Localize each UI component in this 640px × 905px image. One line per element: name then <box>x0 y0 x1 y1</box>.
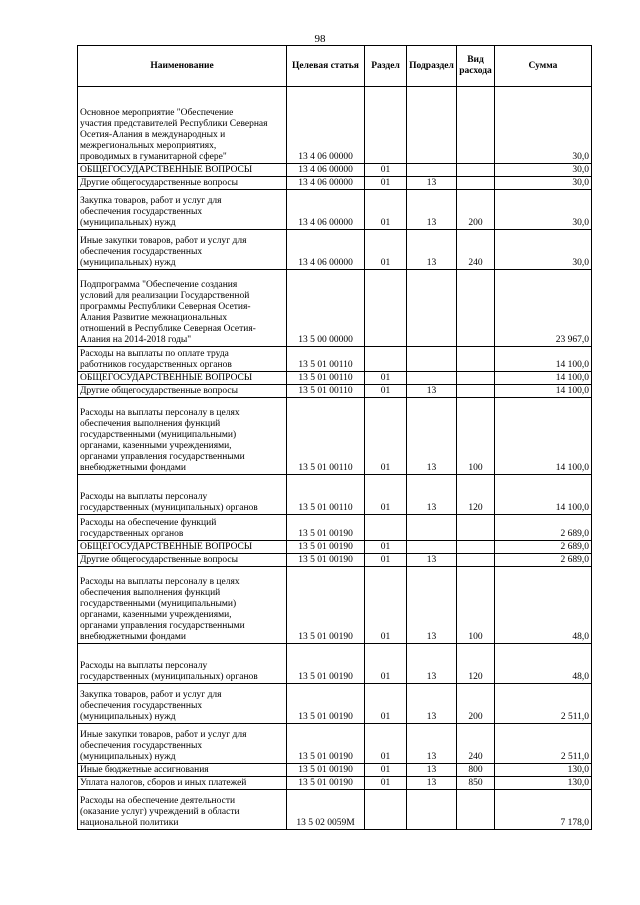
cell-section: 01 <box>365 684 407 724</box>
table-row <box>78 684 592 724</box>
cell-expense-type <box>457 541 495 554</box>
cell-target: 13 4 06 00000 <box>287 87 365 164</box>
cell-target: 13 5 01 00190 <box>287 541 365 554</box>
cell-section: 01 <box>365 190 407 230</box>
cell-subsection: 13 <box>407 554 457 567</box>
cell-target: 13 4 06 00000 <box>287 164 365 177</box>
cell-name: Расходы на выплаты персоналу государственных (муниципальных) органов <box>78 644 287 684</box>
cell-target: 13 5 01 00190 <box>287 684 365 724</box>
table-row <box>78 644 592 684</box>
cell-name: ОБЩЕГОСУДАРСТВЕННЫЕ ВОПРОСЫ <box>78 541 287 554</box>
cell-expense-type: 120 <box>457 475 495 515</box>
cell-target: 13 5 01 00190 <box>287 567 365 644</box>
cell-target: 13 5 01 00190 <box>287 515 365 541</box>
table-row <box>78 475 592 515</box>
cell-amount: 30,0 <box>495 164 592 177</box>
cell-target: 13 5 01 00190 <box>287 724 365 764</box>
cell-expense-type <box>457 347 495 372</box>
cell-subsection: 13 <box>407 724 457 764</box>
cell-expense-type: 240 <box>457 724 495 764</box>
cell-subsection <box>407 790 457 830</box>
cell-section <box>365 347 407 372</box>
cell-target: 13 4 06 00000 <box>287 230 365 270</box>
cell-expense-type <box>457 270 495 347</box>
cell-subsection: 13 <box>407 475 457 515</box>
cell-name: Основное мероприятие "Обеспечение участия представителей Республики Северная Осетия-Алания в международных и межрегиональных мероприятиях, проводимых в гуманитарной сфере" <box>78 87 287 164</box>
cell-amount: 30,0 <box>495 230 592 270</box>
cell-section: 01 <box>365 164 407 177</box>
cell-section <box>365 515 407 541</box>
cell-amount: 14 100,0 <box>495 475 592 515</box>
cell-subsection <box>407 87 457 164</box>
cell-subsection: 13 <box>407 385 457 398</box>
cell-name: Другие общегосударственные вопросы <box>78 554 287 567</box>
header-target: Целевая статья <box>287 46 365 87</box>
cell-target: 13 5 01 00190 <box>287 554 365 567</box>
cell-section <box>365 270 407 347</box>
table-row <box>78 230 592 270</box>
cell-subsection: 13 <box>407 777 457 790</box>
cell-name: Иные бюджетные ассигнования <box>78 764 287 777</box>
cell-subsection: 13 <box>407 190 457 230</box>
table-row <box>78 764 592 777</box>
cell-expense-type <box>457 385 495 398</box>
table-row <box>78 372 592 385</box>
cell-name: Расходы на обеспечение деятельности (оказание услуг) учреждений в области национальной политики <box>78 790 287 830</box>
cell-name: ОБЩЕГОСУДАРСТВЕННЫЕ ВОПРОСЫ <box>78 372 287 385</box>
cell-expense-type: 100 <box>457 398 495 475</box>
table-body <box>78 87 592 830</box>
cell-amount: 30,0 <box>495 177 592 190</box>
header-section: Раздел <box>365 46 407 87</box>
cell-expense-type: 200 <box>457 684 495 724</box>
cell-expense-type: 120 <box>457 644 495 684</box>
cell-subsection <box>407 347 457 372</box>
cell-section: 01 <box>365 554 407 567</box>
cell-target: 13 5 01 00190 <box>287 764 365 777</box>
cell-section: 01 <box>365 177 407 190</box>
table-row <box>78 398 592 475</box>
cell-name: Расходы на выплаты персоналу государственных (муниципальных) органов <box>78 475 287 515</box>
cell-target: 13 5 01 00110 <box>287 475 365 515</box>
cell-name: Другие общегосударственные вопросы <box>78 385 287 398</box>
cell-subsection: 13 <box>407 567 457 644</box>
table-row <box>78 790 592 830</box>
cell-expense-type <box>457 790 495 830</box>
cell-amount: 14 100,0 <box>495 385 592 398</box>
cell-subsection: 13 <box>407 764 457 777</box>
table-row <box>78 87 592 164</box>
cell-subsection: 13 <box>407 398 457 475</box>
cell-amount: 2 689,0 <box>495 515 592 541</box>
cell-amount: 48,0 <box>495 644 592 684</box>
cell-section: 01 <box>365 475 407 515</box>
cell-name: Расходы на выплаты персоналу в целях обеспечения выполнения функций государственными (муниципальными) органами, казенными учреждениями, органами управления государственными внебюджетными фондами <box>78 567 287 644</box>
cell-target: 13 4 06 00000 <box>287 177 365 190</box>
cell-section: 01 <box>365 541 407 554</box>
cell-expense-type: 200 <box>457 190 495 230</box>
cell-subsection: 13 <box>407 684 457 724</box>
cell-name: Иные закупки товаров, работ и услуг для обеспечения государственных (муниципальных) нужд <box>78 230 287 270</box>
cell-amount: 130,0 <box>495 764 592 777</box>
cell-target: 13 5 00 00000 <box>287 270 365 347</box>
page-number: 98 <box>314 33 326 45</box>
table-row <box>78 385 592 398</box>
cell-name: Закупка товаров, работ и услуг для обеспечения государственных (муниципальных) нужд <box>78 190 287 230</box>
cell-name: Расходы на выплаты по оплате труда работников государственных органов <box>78 347 287 372</box>
cell-amount: 48,0 <box>495 567 592 644</box>
cell-expense-type: 240 <box>457 230 495 270</box>
cell-expense-type: 100 <box>457 567 495 644</box>
cell-section: 01 <box>365 398 407 475</box>
cell-subsection <box>407 541 457 554</box>
header-name: Наименование <box>78 46 287 87</box>
table-row <box>78 347 592 372</box>
cell-name: Закупка товаров, работ и услуг для обеспечения государственных (муниципальных) нужд <box>78 684 287 724</box>
header-amount: Сумма <box>495 46 592 87</box>
cell-name: Расходы на выплаты персоналу в целях обеспечения выполнения функций государственными (муниципальными) органами, казенными учреждениями, органами управления государственными внебюджетными фондами <box>78 398 287 475</box>
cell-expense-type <box>457 177 495 190</box>
cell-section <box>365 87 407 164</box>
cell-subsection: 13 <box>407 177 457 190</box>
cell-target: 13 5 01 00190 <box>287 777 365 790</box>
cell-section: 01 <box>365 777 407 790</box>
cell-amount: 30,0 <box>495 87 592 164</box>
cell-name: Другие общегосударственные вопросы <box>78 177 287 190</box>
cell-expense-type: 800 <box>457 764 495 777</box>
cell-subsection: 13 <box>407 230 457 270</box>
cell-amount: 14 100,0 <box>495 347 592 372</box>
cell-subsection: 13 <box>407 644 457 684</box>
cell-subsection <box>407 372 457 385</box>
cell-amount: 130,0 <box>495 777 592 790</box>
cell-target: 13 4 06 00000 <box>287 190 365 230</box>
cell-target: 13 5 01 00110 <box>287 385 365 398</box>
cell-subsection <box>407 515 457 541</box>
cell-amount: 30,0 <box>495 190 592 230</box>
cell-expense-type <box>457 515 495 541</box>
cell-section: 01 <box>365 764 407 777</box>
cell-name: Уплата налогов, сборов и иных платежей <box>78 777 287 790</box>
cell-amount: 23 967,0 <box>495 270 592 347</box>
cell-amount: 14 100,0 <box>495 372 592 385</box>
table-row <box>78 164 592 177</box>
table-row <box>78 190 592 230</box>
table-row <box>78 554 592 567</box>
table-row <box>78 567 592 644</box>
cell-name: Расходы на обеспечение функций государственных органов <box>78 515 287 541</box>
cell-name: Иные закупки товаров, работ и услуг для обеспечения государственных (муниципальных) нужд <box>78 724 287 764</box>
cell-target: 13 5 01 00110 <box>287 347 365 372</box>
header-subsection: Подраздел <box>407 46 457 87</box>
cell-amount: 7 178,0 <box>495 790 592 830</box>
cell-target: 13 5 01 00110 <box>287 372 365 385</box>
cell-name: Подпрограмма "Обеспечение создания условий для реализации Государственной программы Республики Северная Осетия- Алания Развитие межнациональных отношений в Республике Северная Осетия- Алания на 2014-2018 годы" <box>78 270 287 347</box>
table-row <box>78 515 592 541</box>
cell-section: 01 <box>365 385 407 398</box>
table-row <box>78 541 592 554</box>
cell-subsection <box>407 270 457 347</box>
cell-amount: 14 100,0 <box>495 398 592 475</box>
cell-section: 01 <box>365 567 407 644</box>
cell-target: 13 5 01 00190 <box>287 644 365 684</box>
budget-table <box>77 45 592 830</box>
cell-section: 01 <box>365 724 407 764</box>
cell-amount: 2 689,0 <box>495 541 592 554</box>
cell-expense-type <box>457 372 495 385</box>
cell-amount: 2 689,0 <box>495 554 592 567</box>
cell-expense-type: 850 <box>457 777 495 790</box>
cell-subsection <box>407 164 457 177</box>
table-row <box>78 724 592 764</box>
cell-section: 01 <box>365 372 407 385</box>
cell-section: 01 <box>365 644 407 684</box>
table-row <box>78 177 592 190</box>
table-row <box>78 270 592 347</box>
table-row <box>78 777 592 790</box>
cell-expense-type <box>457 87 495 164</box>
cell-expense-type <box>457 164 495 177</box>
cell-section: 01 <box>365 230 407 270</box>
cell-target: 13 5 02 0059М <box>287 790 365 830</box>
cell-expense-type <box>457 554 495 567</box>
cell-name: ОБЩЕГОСУДАРСТВЕННЫЕ ВОПРОСЫ <box>78 164 287 177</box>
cell-target: 13 5 01 00110 <box>287 398 365 475</box>
cell-amount: 2 511,0 <box>495 724 592 764</box>
table-header-row <box>78 46 592 87</box>
cell-amount: 2 511,0 <box>495 684 592 724</box>
header-expense-type: Вид расхода <box>457 46 495 87</box>
cell-section <box>365 790 407 830</box>
